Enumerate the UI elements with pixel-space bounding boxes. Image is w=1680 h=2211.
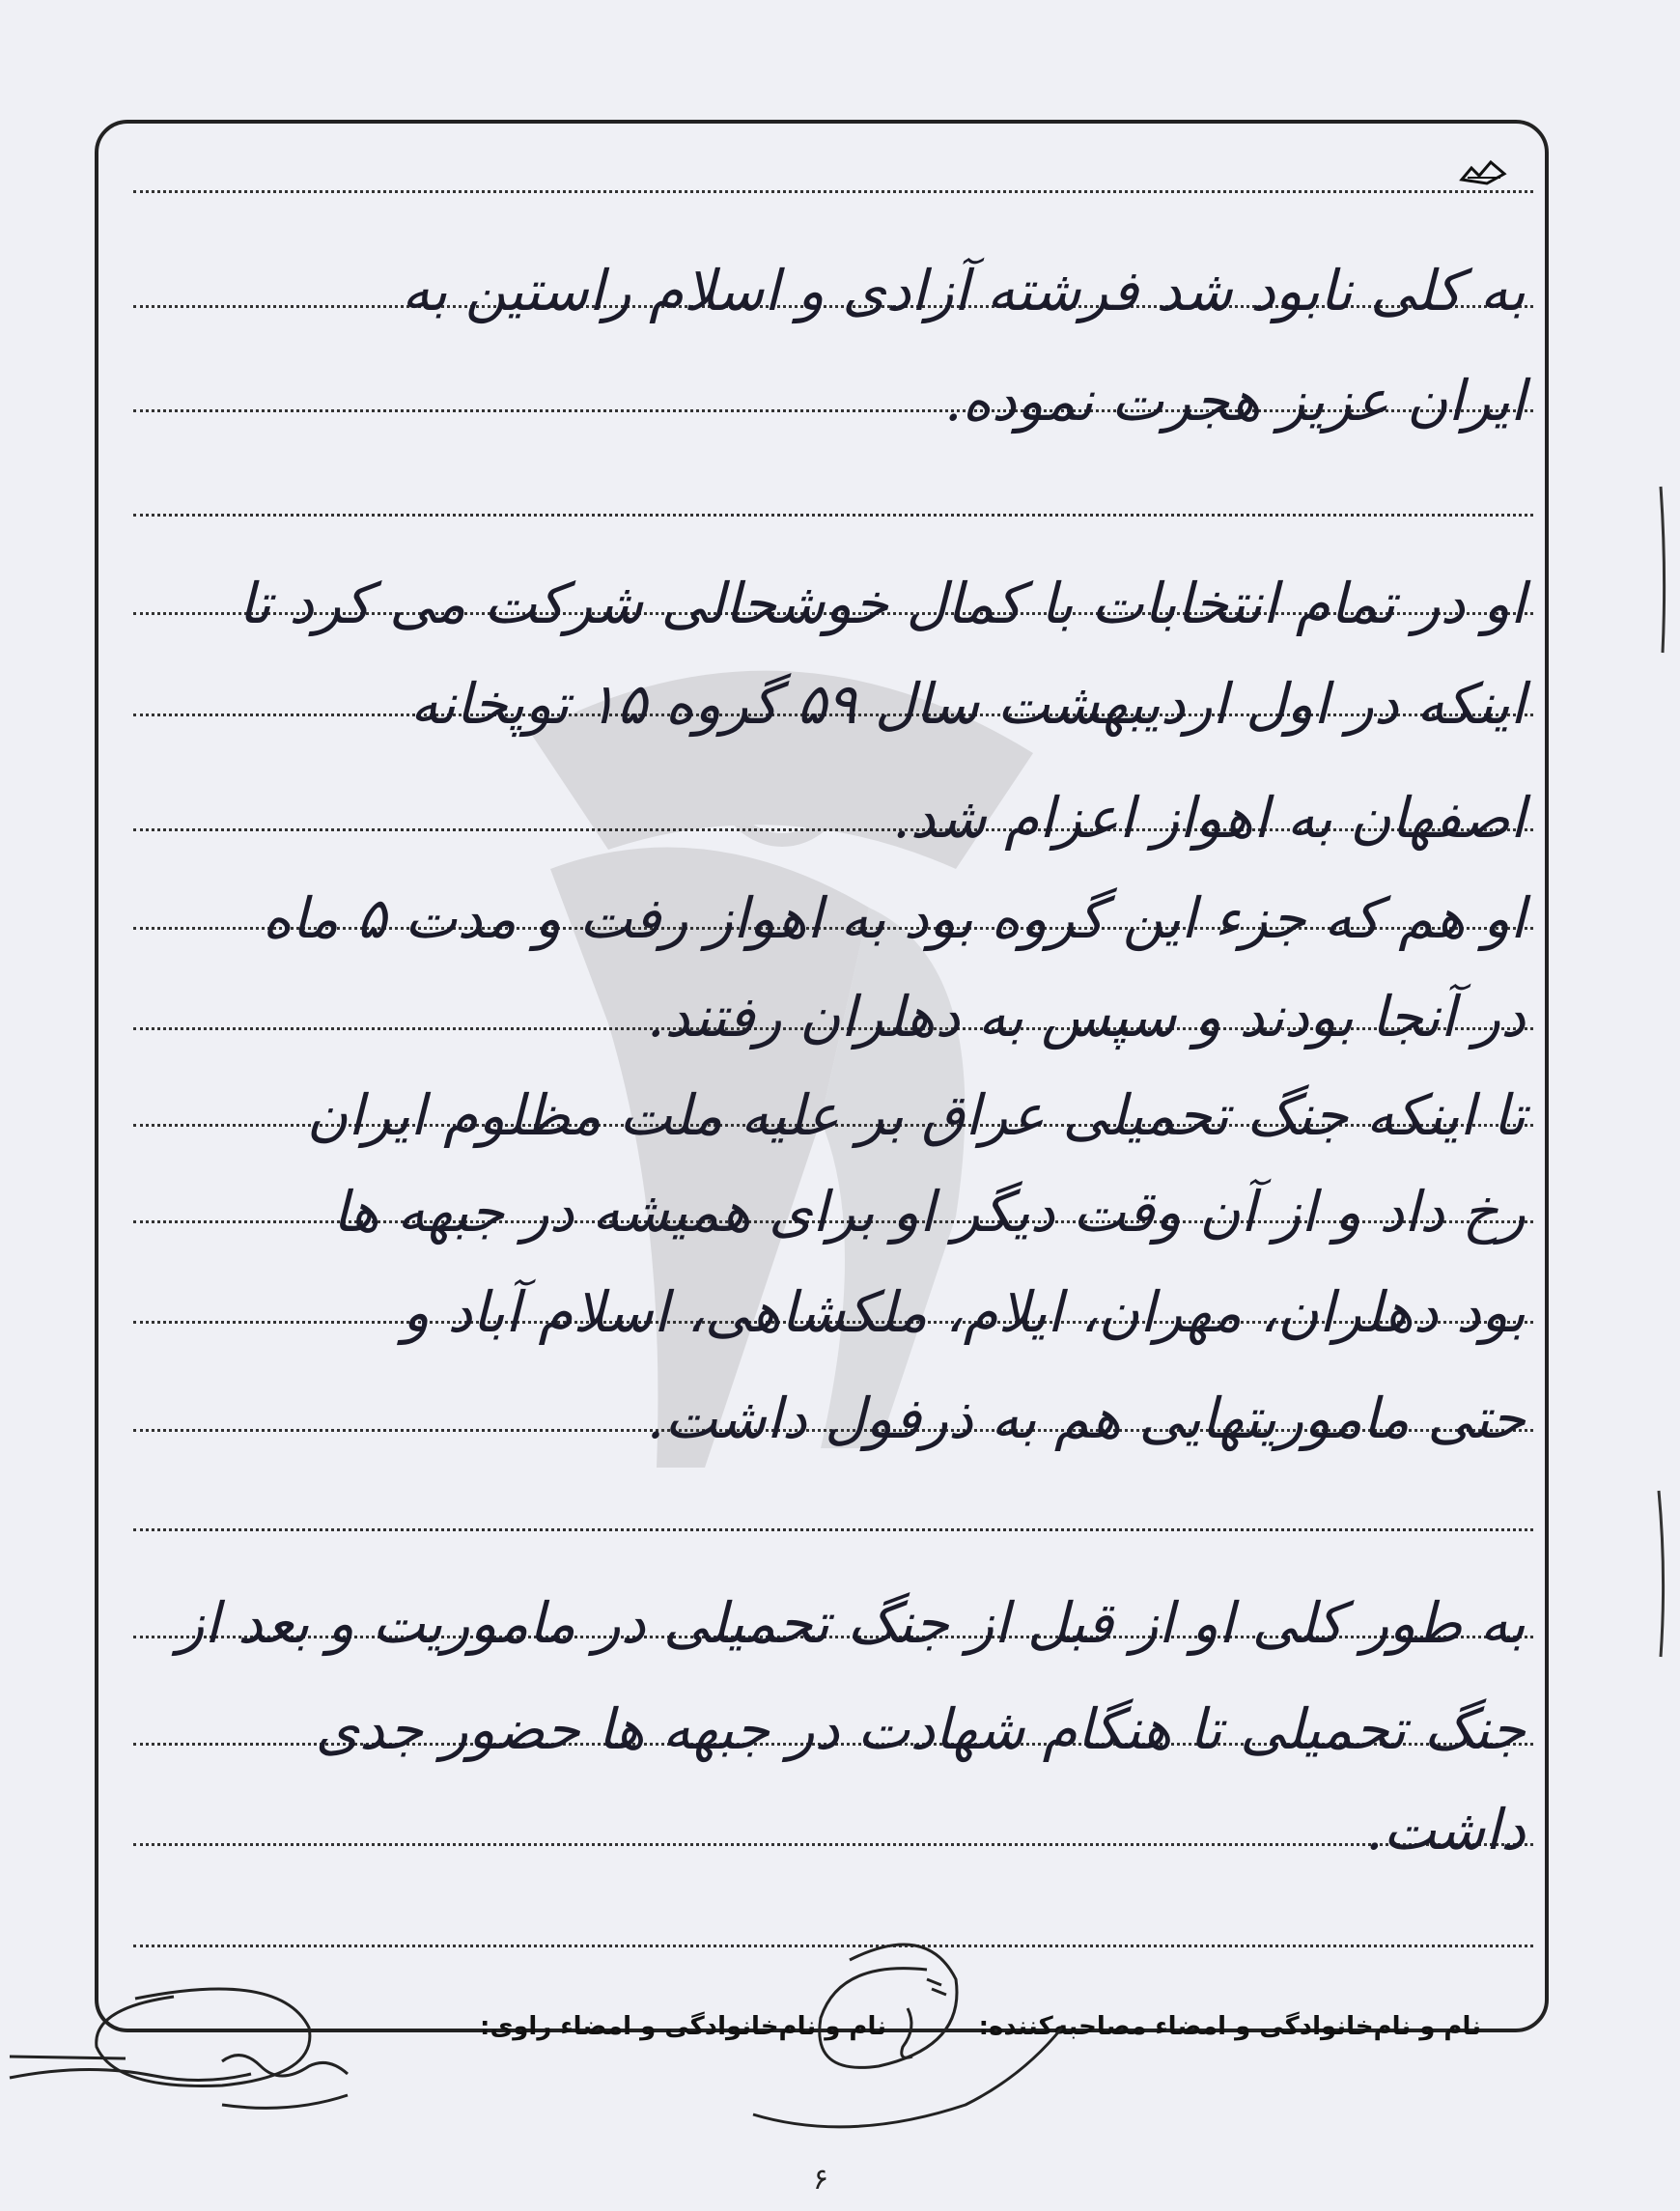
pen-icon bbox=[1458, 156, 1508, 189]
text-line-2: ایران عزیز هجرت نموده. bbox=[944, 368, 1526, 434]
text-line-5: اینکه در اول اردیبهشت سال ۵۹ گروه ۱۵ توپخانه bbox=[409, 671, 1526, 737]
text-line-14: به طور کلی او از قبل از جنگ تحمیلی در ماموریت و بعد از bbox=[177, 1590, 1526, 1656]
dotted-line bbox=[133, 190, 1533, 193]
text-line-10: رخ داد و از آن وقت دیگر او برای همیشه در جبهه ها bbox=[332, 1179, 1526, 1245]
text-line-12: حتی ماموریتهایی هم به ذرفول داشت. bbox=[646, 1385, 1526, 1451]
page-number: ۶ bbox=[813, 2163, 829, 2197]
text-line-16: داشت. bbox=[1365, 1797, 1526, 1862]
text-line-15: جنگ تحمیلی تا هنگام شهادت در جبهه ها حضور جدی bbox=[315, 1696, 1526, 1762]
text-line-7: او هم که جزء این گروه بود به اهواز رفت و مدت ۵ ماه bbox=[262, 885, 1526, 951]
text-line-11: بود دهلران، مهران، ایلام، ملکشاهی، اسلام آباد و bbox=[402, 1279, 1526, 1345]
dotted-line bbox=[133, 1843, 1533, 1846]
text-line-9: تا اینکه جنگ تحمیلی عراق بر علیه ملت مظلوم ایران bbox=[306, 1082, 1526, 1148]
text-line-6: اصفهان به اهواز اعزام شد. bbox=[892, 785, 1526, 851]
text-line-1: به کلی نابود شد فرشته آزادی و اسلام راستین به bbox=[402, 258, 1526, 323]
dotted-line bbox=[133, 1528, 1533, 1531]
margin-mark bbox=[1657, 483, 1672, 657]
text-line-4: او در تمام انتخابات با کمال خوشحالی شرکت می کرد تا bbox=[238, 571, 1526, 636]
dotted-line bbox=[133, 514, 1533, 517]
margin-mark bbox=[1653, 1487, 1672, 1661]
narrator-signature bbox=[0, 1970, 406, 2143]
interviewer-signature bbox=[734, 1921, 1081, 2143]
narrator-label: نام و نام‌خانوادگی و امضاء راوی: bbox=[480, 2012, 886, 2041]
text-line-8: در آنجا بودند و سپس به دهلران رفتند. bbox=[646, 984, 1526, 1050]
interviewer-label: نام و نام‌خانوادگی و امضاء مصاحبه‌کننده: bbox=[978, 2012, 1481, 2041]
